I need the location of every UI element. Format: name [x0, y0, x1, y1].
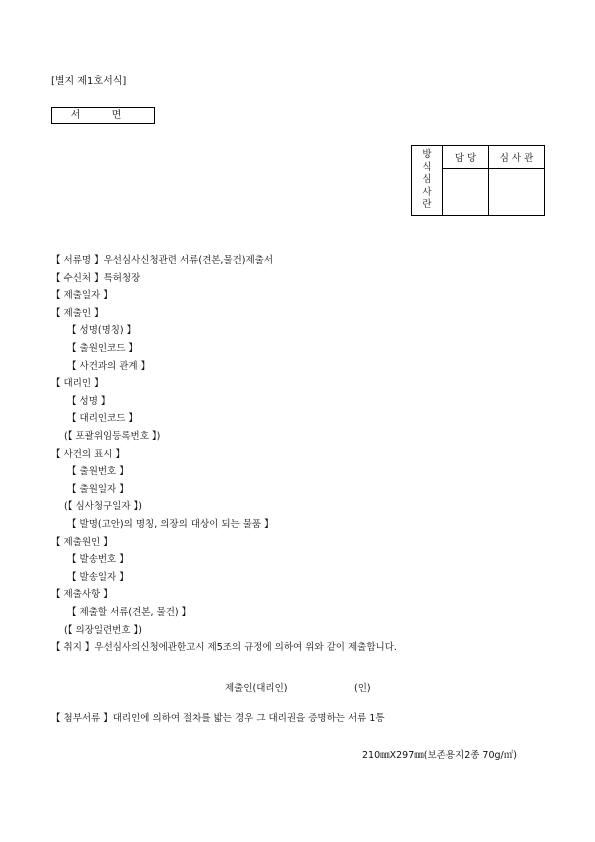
form-field-line: 【 대리인 】	[51, 378, 104, 390]
review-cell-examiner	[489, 169, 545, 216]
form-field-line: 【 제출원인 】	[51, 536, 113, 548]
review-side-char: 사	[422, 186, 432, 198]
form-field-line: (【 포괄위임등록번호 】)	[64, 431, 161, 442]
review-col-officer: 담 당	[443, 146, 489, 169]
form-field-line: 【 사건의 표시 】	[51, 448, 125, 460]
form-field-line: (【 심사청구일자 】)	[64, 501, 143, 513]
document-type-box: 서 면	[51, 107, 155, 124]
review-side-label	[412, 146, 443, 216]
form-field-line: 【 제출일자 】	[51, 290, 113, 302]
signature-label: 제출인(대리인)	[225, 683, 288, 694]
form-field-line: 【 발송일자 】	[67, 571, 129, 583]
review-side-char: 란	[422, 199, 432, 211]
form-field-line: 【 서류명 】우선심사신청관련 서류(견본,물건)제출서	[51, 255, 274, 266]
review-table	[411, 145, 545, 216]
form-field-line: 【 제출인 】	[51, 307, 104, 319]
form-field-line: 【 사건과의 관계 】	[67, 360, 151, 372]
form-number: [별지 제1호서식]	[51, 76, 127, 87]
form-field-line: 【 제출할 서류(견본, 물건) 】	[67, 607, 192, 618]
form-field-line: 【 발송번호 】	[67, 554, 129, 566]
review-side-char: 방	[422, 149, 432, 161]
paper-spec: 210㎜X297㎜(보존용지2종 70g/㎡)	[362, 750, 517, 761]
form-field-line: 【 발명(고안)의 명칭, 의장의 대상이 되는 물품 】	[67, 519, 274, 530]
form-field-line: 【 출원번호 】	[67, 466, 129, 478]
form-field-line: (【 의장일련번호 】)	[64, 624, 143, 636]
review-side-char: 심	[422, 174, 432, 186]
review-cell-officer	[443, 169, 489, 216]
form-field-line: 【 대리인코드 】	[67, 413, 138, 425]
form-field-line: 【 출원일자 】	[67, 483, 129, 495]
form-field-line: 【 제출사항 】	[51, 589, 113, 601]
attachment-line: 【 첨부서류 】대리인에 의하여 절차를 밟는 경우 그 대리권을 증명하는 서류 1통	[51, 713, 385, 724]
form-field-line: 【 수신처 】특허청장	[51, 272, 141, 284]
review-side-char: 식	[422, 161, 432, 173]
seal-mark: (인)	[354, 683, 371, 694]
form-field-line: 【 출원인코드 】	[67, 343, 138, 354]
form-field-line: 【 성명(명칭) 】	[67, 325, 137, 337]
review-col-examiner: 심 사 관	[489, 146, 545, 169]
form-field-line: 【 성명 】	[67, 395, 111, 407]
form-field-line: 【 취지 】우선심사의신청에관한고시 제5조의 규정에 의하여 위와 같이 제출합니다.	[51, 642, 397, 654]
